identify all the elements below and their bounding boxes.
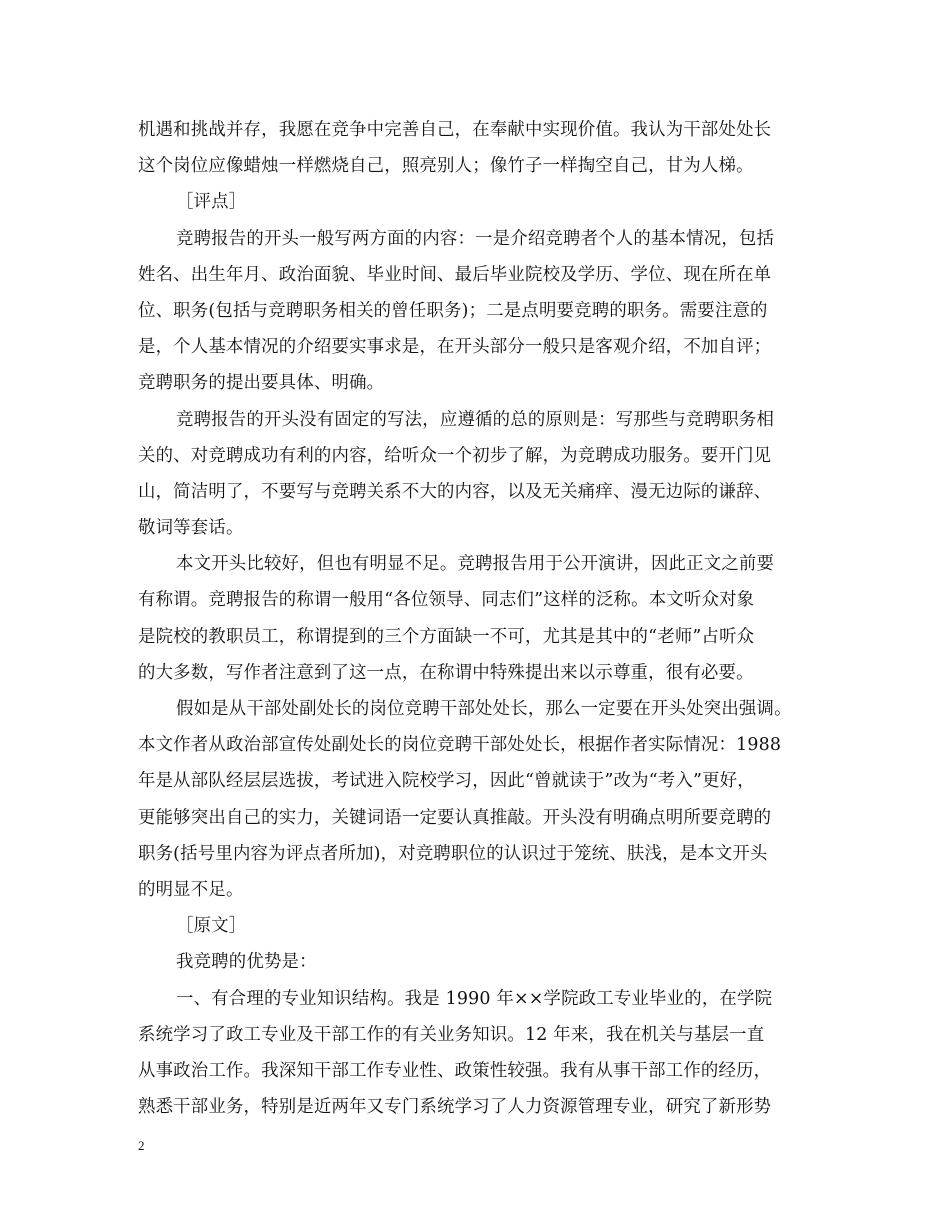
text-line: 假如是从干部处副处长的岗位竞聘干部处处长，那么一定要在开头处突出强调。 [176,699,792,719]
text-line: ［评点］ [176,192,247,213]
text-line: 熟悉干部业务，特别是近两年又专门系统学习了人力资源管理专业，研究了新形势 [138,1097,772,1118]
text-line: 一、有合理的专业知识结构。我是 1990 年××学院政工专业毕业的，在学院 [176,988,773,1009]
text-line: 这个岗位应像蜡烛一样燃烧自己，照亮别人；像竹子一样掏空自己，甘为人梯。 [138,156,754,177]
text-line: 是，个人基本情况的介绍要实事求是，在开头部分一般只是客观介绍，不加自评； [138,337,772,358]
text-line: 位、职务(包括与竞聘职务相关的曾任职务)；二是点明要竞聘的职务。需要注意的 [138,300,768,321]
document-body [138,112,828,1125]
text-line: 本文开头比较好，但也有明显不足。竞聘报告用于公开演讲，因此正文之前要 [176,554,775,575]
text-line: 本文作者从政治部宣传处副处长的岗位竞聘干部处处长，根据作者实际情况：1988 [138,735,782,756]
text-line: ［原文］ [176,916,247,937]
text-line: 的大多数，写作者注意到了这一点，在称谓中特殊提出来以示尊重，很有必要。 [138,662,754,683]
text-line: 更能够突出自己的实力，关键词语一定要认真推敲。开头没有明确点明所要竞聘的 [138,807,772,828]
text-line: 从事政治工作。我深知干部工作专业性、政策性较强。我有从事干部工作的经历， [138,1060,772,1081]
text-line: 机遇和挑战并存，我愿在竞争中完善自己，在奉献中实现价值。我认为干部处处长 [138,120,772,140]
text-line: 竞聘报告的开头没有固定的写法，应遵循的总的原则是：写那些与竞聘职务相 [176,409,775,430]
text-line: 关的、对竞聘成功有利的内容，给听众一个初步了解，为竞聘成功服务。要开门见 [138,445,772,466]
text-line: 我竞聘的优势是： [176,952,317,973]
text-line: 敬词等套话。 [138,518,244,539]
text-line: 系统学习了政工专业及干部工作的有关业务知识。12 年来，我在机关与基层一直 [138,1024,765,1045]
text-line: 山，简洁明了，不要写与竞聘关系不大的内容，以及无关痛痒、漫无边际的谦辞、 [138,481,772,502]
text-line: 年是从部队经层层选拔，考试进入院校学习，因此“曾就读于”改为“考入”更好， [138,771,755,792]
page-number: 2 [138,1138,145,1153]
text-line: 竞聘报告的开头一般写两方面的内容：一是介绍竞聘者个人的基本情况，包括 [176,228,775,249]
text-line: 的明显不足。 [138,879,244,900]
text-line: 是院校的教职员工，称谓提到的三个方面缺一不可，尤其是其中的“老师”占听众 [138,626,755,647]
text-line: 姓名、出生年月、政治面貌、毕业时间、最后毕业院校及学历、学位、现在所在单 [138,264,772,285]
text-line: 职务(括号里内容为评点者所加)，对竞聘职位的认识过于笼统、肤浅，是本文开头 [138,843,768,864]
text-line: 有称谓。竞聘报告的称谓一般用“各位领导、同志们”这样的泛称。本文听众对象 [138,590,755,611]
text-line: 竞聘职务的提出要具体、明确。 [138,373,385,394]
